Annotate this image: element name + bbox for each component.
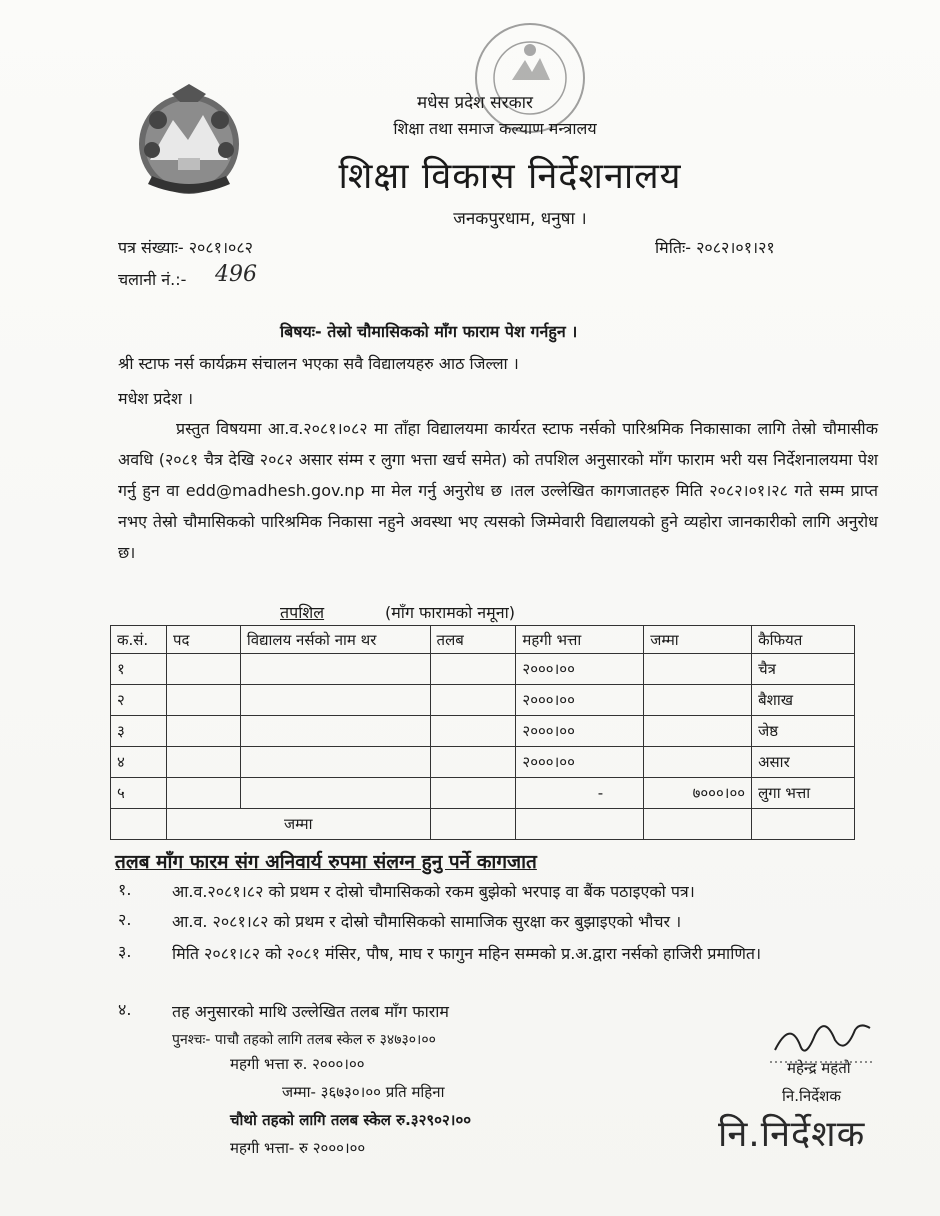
- table-cell: [240, 654, 430, 685]
- signatory-name: महेन्द्र महतो: [787, 1059, 851, 1077]
- table-cell: [430, 685, 516, 716]
- office-location: जनकपुरधाम, धनुषा ।: [453, 209, 587, 229]
- table-total-row: [111, 809, 855, 840]
- ministry-name: शिक्षा तथा समाज कल्याण मन्त्रालय: [393, 119, 597, 138]
- postscript-line: जम्मा- ३६७३०।०० प्रति महिना: [282, 1083, 445, 1101]
- table-cell: २०००।००: [516, 747, 644, 778]
- table-cell: २०००।००: [516, 716, 644, 747]
- letter-number: पत्र संख्याः- २०८१।०८२: [118, 238, 254, 257]
- table-cell: ७०००।००: [644, 778, 752, 809]
- table-cell: २: [111, 685, 167, 716]
- addressee-region: मधेश प्रदेश ।: [118, 389, 194, 408]
- table-cell: ४: [111, 747, 167, 778]
- demand-form-table: [110, 625, 855, 840]
- table-cell: -: [516, 778, 644, 809]
- requirement-number: २.: [118, 910, 132, 929]
- nepal-emblem-icon: [128, 80, 250, 202]
- table-cell: [752, 809, 855, 840]
- table-cell: चैत्र: [752, 654, 855, 685]
- table-cell: लुगा भत्ता: [752, 778, 855, 809]
- table-cell: [166, 716, 240, 747]
- table-cell: ५: [111, 778, 167, 809]
- requirement-text: मिति २०८१।८२ को २०८१ मंसिर, पौष, माघ र फागुन महिन सम्मको प्र.अ.द्वारा नर्सको हाजिरी प्रमाणित।: [172, 944, 762, 963]
- table-cell: [166, 654, 240, 685]
- requirement-text: आ.व. २०८१।८२ को प्रथम र दोस्रो चौमासिकको सामाजिक सुरक्षा कर बुझाइएको भौचर ।: [172, 912, 682, 931]
- column-header: तलब: [430, 626, 516, 654]
- table-cell: [644, 685, 752, 716]
- table-cell: [111, 809, 167, 840]
- column-header: विद्यालय नर्सको नाम थर: [240, 626, 430, 654]
- signatory-title: नि.निर्देशक: [782, 1087, 841, 1105]
- column-header: कैफियत: [752, 626, 855, 654]
- government-name: मधेस प्रदेश सरकार: [416, 93, 534, 113]
- table-header-row: [111, 626, 855, 654]
- table-row: [111, 716, 855, 747]
- table-row: [111, 778, 855, 809]
- table-cell: [516, 809, 644, 840]
- column-header: महगी भत्ता: [516, 626, 644, 654]
- table-cell: जेष्ठ: [752, 716, 855, 747]
- letter-date: मितिः- २०८२।०१।२१: [655, 238, 775, 257]
- table-cell: [430, 654, 516, 685]
- designation-stamp: नि.निर्देशक: [718, 1114, 866, 1155]
- table-cell: [166, 747, 240, 778]
- schedule-sublabel: (माँग फारामको नमूना): [385, 603, 516, 622]
- table-cell: [644, 716, 752, 747]
- body-paragraph: प्रस्तुत विषयमा आ.व.२०८१।०८२ मा ताँहा विद्यालयमा कार्यरत स्टाफ नर्सको पारिश्रमिक निकासाका लागि तेस्रो चौमासीक अवधि (२०८१ चैत्र देखि २०८२ असार संम्म र लुगा भत्ता खर्च समेत) को तपशिल अनुसारको माँग फाराम भरी यस निर्देशनालयमा पेश गर्नु हुन वा edd@madhesh.gov.np मा मेल गर्नु अनुरोध छ ।तल उल्लेखित कागजातहरु मिति २०८२।०१।२८ गते सम्म प्राप्त नभए तेस्रो चौमासिकको पारिश्रमिक निकासा नहुने अवस्था भए त्यसको जिम्मेवारी विद्यालयको हुने व्यहोरा जानकारीको लागि अनुरोध छ।: [118, 419, 878, 562]
- postscript-line: पुनश्चः- पाचौ तहको लागि तलब स्केल रु ३४७३०।००: [172, 1032, 436, 1048]
- postscript-line: महगी भत्ता- रु २०००।००: [230, 1139, 366, 1157]
- requirement-number: ३.: [118, 942, 132, 961]
- table-cell: २०००।००: [516, 685, 644, 716]
- dispatch-label: चलानी नं.:-: [118, 270, 187, 289]
- table-cell: ३: [111, 716, 167, 747]
- table-cell: १: [111, 654, 167, 685]
- table-cell: २०००।००: [516, 654, 644, 685]
- table-cell: [240, 685, 430, 716]
- table-cell: असार: [752, 747, 855, 778]
- table-cell: [240, 778, 430, 809]
- table-cell: [240, 747, 430, 778]
- table-row: [111, 747, 855, 778]
- table-cell: [430, 809, 516, 840]
- column-header: पद: [166, 626, 240, 654]
- subject-line: बिषयः- तेस्रो चौमासिकको माँग फाराम पेश गर्नहुन ।: [280, 322, 578, 341]
- requirement-text: आ.व.२०८१।८२ को प्रथम र दोस्रो चौमासिकको रकम बुझेको भरपाइ वा बैंक पठाइएको पत्र।: [172, 882, 695, 901]
- table-cell: बैशाख: [752, 685, 855, 716]
- requirement-number: ४.: [118, 1000, 132, 1019]
- postscript-line: महगी भत्ता रु. २०००।००: [230, 1055, 365, 1073]
- dispatch-number: 496: [215, 262, 257, 287]
- addressee-line: श्री स्टाफ नर्स कार्यक्रम संचालन भएका सवै विद्यालयहरु आठ जिल्ला ।: [118, 354, 519, 373]
- schedule-label: तपशिल: [280, 603, 325, 622]
- table-cell: [166, 778, 240, 809]
- table-cell: [166, 685, 240, 716]
- table-cell: [430, 747, 516, 778]
- table-cell: [644, 809, 752, 840]
- postscript-line: चौथो तहको लागि तलब स्केल रु.३२९०२।००: [230, 1111, 472, 1129]
- table-row: [111, 654, 855, 685]
- requirements-title: तलब माँग फारम संग अनिवार्य रुपमा संलग्न हुनु पर्ने कागजात: [115, 851, 537, 873]
- column-header: क.सं.: [111, 626, 167, 654]
- table-total-label: जम्मा: [166, 809, 430, 840]
- column-header: जम्मा: [644, 626, 752, 654]
- table-row: [111, 685, 855, 716]
- requirement-text: तह अनुसारको माथि उल्लेखित तलब माँग फाराम: [172, 1002, 449, 1021]
- requirement-number: १.: [118, 880, 132, 899]
- table-cell: [644, 747, 752, 778]
- table-cell: [430, 778, 516, 809]
- table-cell: [644, 654, 752, 685]
- table-cell: [240, 716, 430, 747]
- table-cell: [430, 716, 516, 747]
- office-title: शिक्षा विकास निर्देशनालय: [338, 156, 682, 197]
